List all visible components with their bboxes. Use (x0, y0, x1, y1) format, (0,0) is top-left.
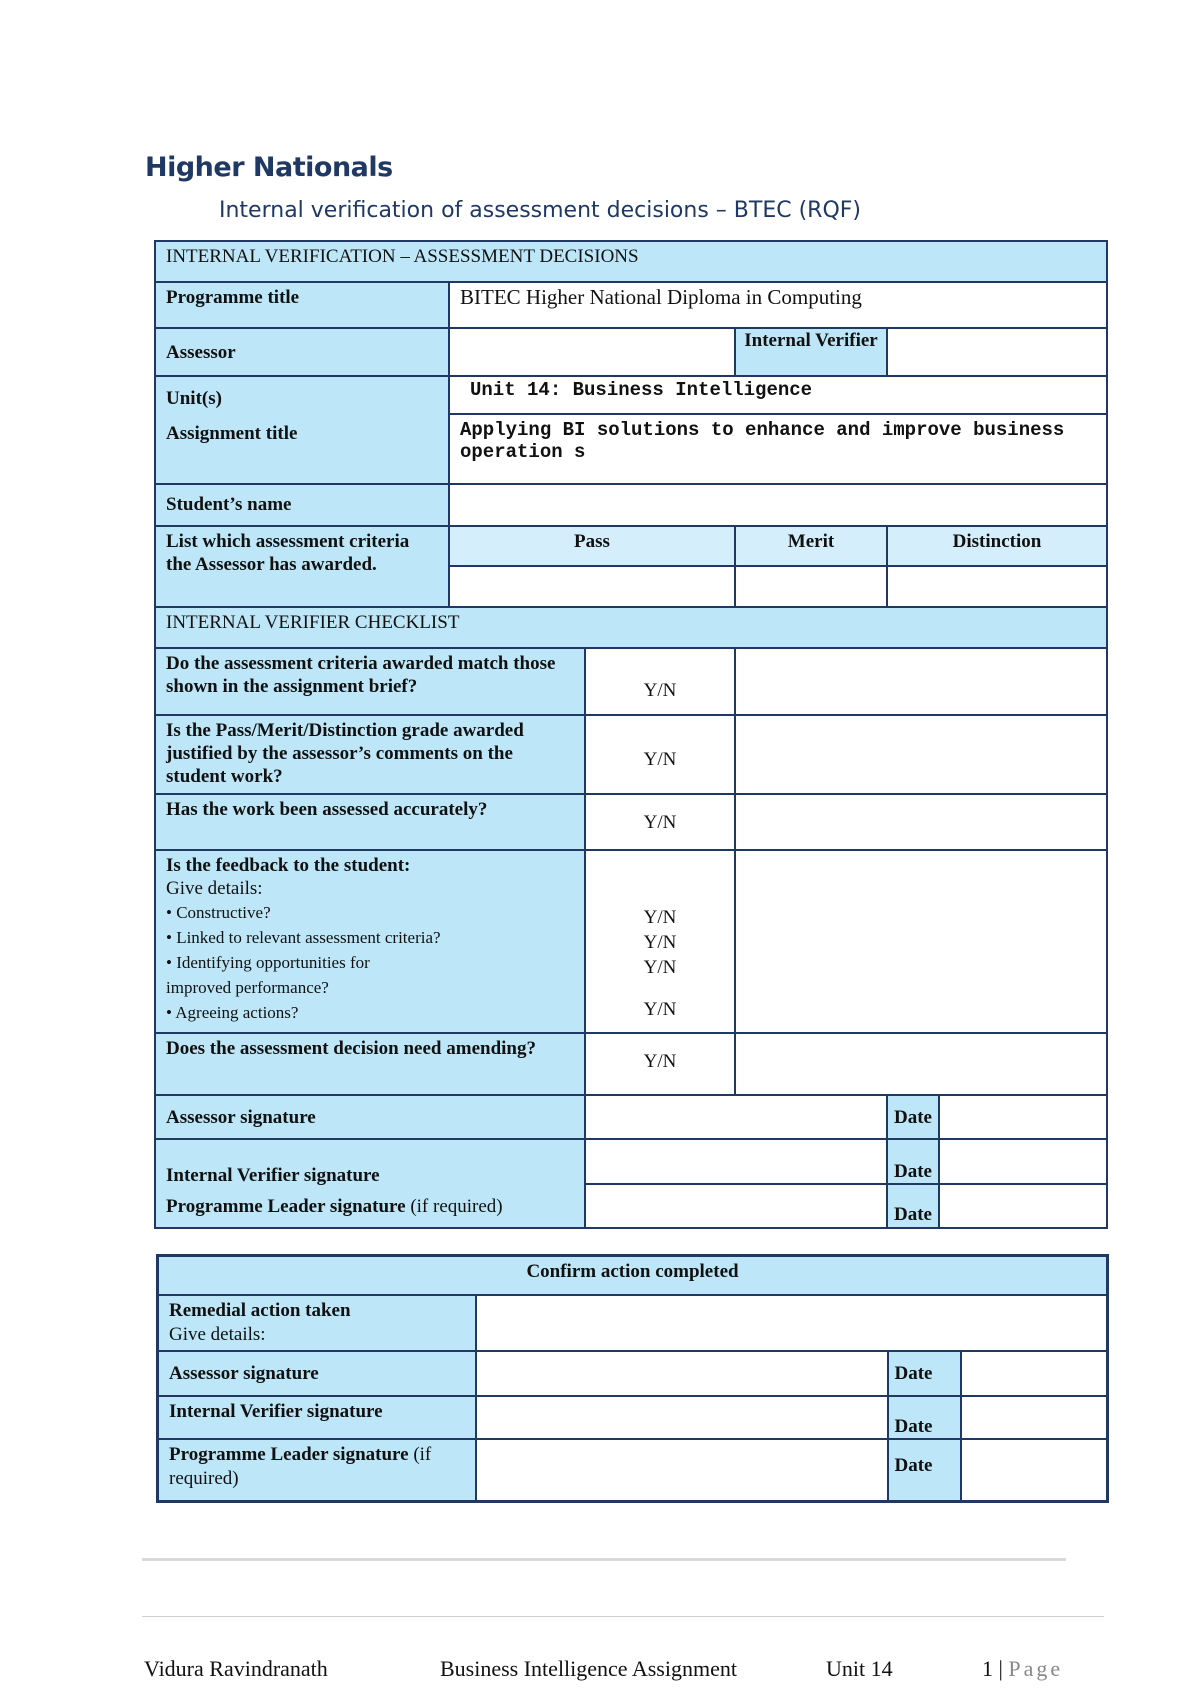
q2-comment[interactable] (735, 715, 1107, 794)
confirm-iv-date-field[interactable] (961, 1396, 1108, 1439)
distinction-header: Distinction (887, 526, 1107, 566)
q4-title: Is the feedback to the student: (166, 855, 411, 876)
assessor-date-field[interactable] (939, 1095, 1107, 1139)
q2-yn[interactable]: Y/N (585, 715, 735, 794)
merit-header: Merit (735, 526, 887, 566)
confirm-pl-date-field[interactable] (961, 1439, 1108, 1502)
q4-yn-3[interactable]: Y/N (643, 957, 677, 978)
q4-yn-1[interactable]: Y/N (643, 907, 677, 928)
programme-value: BITEC Higher National Diploma in Computing (449, 282, 1107, 328)
page-subtitle: Internal verification of assessment decisions – BTEC (RQF) (219, 198, 861, 223)
confirm-pl-field[interactable] (476, 1439, 888, 1502)
pl-date-label: Date (887, 1184, 939, 1228)
footer-page-separator: | (998, 1656, 1003, 1681)
iv-pl-signature-labels (155, 1139, 585, 1228)
pl-if-required: (if required) (410, 1196, 503, 1217)
confirm-assessor-field[interactable] (476, 1351, 888, 1396)
q3-yn[interactable]: Y/N (585, 794, 735, 850)
assessor-signature-label: Assessor signature (155, 1095, 585, 1139)
student-name-field[interactable] (449, 484, 1107, 526)
iv-date-label: Date (887, 1139, 939, 1184)
q3-label: Has the work been assessed accurately? (155, 794, 585, 850)
pl-signature-field[interactable] (585, 1184, 887, 1228)
confirm-action-table (156, 1254, 1109, 1503)
footer-page-label: Page (1008, 1656, 1064, 1681)
section-title-checklist: INTERNAL VERIFIER CHECKLIST (155, 607, 1107, 648)
confirm-iv-field[interactable] (476, 1396, 888, 1439)
unit-assignment-label (155, 376, 449, 484)
q4-yn-4[interactable]: Y/N (643, 999, 677, 1020)
units-label: Unit(s) (166, 388, 222, 409)
criteria-label: List which assessment criteria the Assessor has awarded. (155, 526, 449, 607)
pass-header: Pass (449, 526, 735, 566)
pl-date-field[interactable] (939, 1184, 1107, 1228)
footer-author: Vidura Ravindranath (144, 1656, 328, 1681)
internal-verifier-field[interactable] (887, 328, 1107, 376)
iv-signature-field[interactable] (585, 1139, 887, 1184)
confirm-assessor-date-label: Date (888, 1351, 961, 1396)
q5-label: Does the assessment decision need amending? (155, 1033, 585, 1095)
footer-divider-top (142, 1558, 1066, 1561)
pass-field[interactable] (449, 566, 735, 607)
q1-label: Do the assessment criteria awarded match those shown in the assignment brief? (155, 648, 585, 715)
page-title: Higher Nationals (145, 152, 393, 183)
q2-label: Is the Pass/Merit/Distinction grade awarded justified by the assessor’s comments on the student work? (155, 715, 585, 794)
q4-block (155, 850, 585, 1033)
q5-yn[interactable]: Y/N (585, 1033, 735, 1095)
q4-item-agreeing: • Agreeing actions? (166, 1003, 299, 1022)
confirm-iv-label: Internal Verifier signature (158, 1396, 476, 1439)
iv-signature-label: Internal Verifier signature (166, 1165, 380, 1186)
distinction-field[interactable] (887, 566, 1107, 607)
footer-page (982, 1656, 1063, 1682)
iv-assessment-table (154, 240, 1108, 1229)
confirm-iv-date-label: Date (888, 1396, 961, 1439)
confirm-title: Confirm action completed (158, 1256, 1108, 1295)
unit-value: Unit 14: Business Intelligence (450, 377, 1106, 415)
iv-date-field[interactable] (939, 1139, 1107, 1184)
confirm-assessor-label: Assessor signature (158, 1351, 476, 1396)
footer-unit: Unit 14 (826, 1656, 893, 1681)
internal-verifier-label: Internal Verifier (735, 328, 887, 376)
remedial-give-details: Give details: (169, 1323, 266, 1345)
remedial-label: Remedial action taken (169, 1299, 351, 1321)
assignment-label: Assignment title (166, 423, 298, 444)
assessor-signature-field[interactable] (585, 1095, 887, 1139)
q3-comment[interactable] (735, 794, 1107, 850)
q4-give-details: Give details: (166, 878, 263, 899)
programme-label: Programme title (155, 282, 449, 328)
q1-yn[interactable]: Y/N (585, 648, 735, 715)
q1-comment[interactable] (735, 648, 1107, 715)
q4-comment[interactable] (735, 850, 1107, 1033)
q4-item-opportunities: • Identifying opportunities for improved performance? (166, 953, 370, 997)
footer-doc-title: Business Intelligence Assignment (440, 1656, 737, 1681)
confirm-assessor-date-field[interactable] (961, 1351, 1108, 1396)
remedial-field[interactable] (476, 1295, 1108, 1351)
confirm-pl-block (158, 1439, 476, 1502)
assignment-value: Applying BI solutions to enhance and improve business operation s (460, 419, 1065, 463)
q4-yn-2[interactable]: Y/N (643, 932, 677, 953)
q4-item-constructive: • Constructive? (166, 903, 271, 922)
q4-yn-group (585, 850, 735, 1033)
footer-page-number: 1 (982, 1656, 993, 1681)
remedial-block (158, 1295, 476, 1351)
assessor-field[interactable] (449, 328, 735, 376)
assessor-date-label: Date (887, 1095, 939, 1139)
footer-divider-bottom (142, 1616, 1104, 1617)
assessor-label: Assessor (155, 328, 449, 376)
merit-field[interactable] (735, 566, 887, 607)
unit-assignment-values (449, 376, 1107, 484)
section-title-iv: INTERNAL VERIFICATION – ASSESSMENT DECISIONS (155, 241, 1107, 282)
q4-item-linked: • Linked to relevant assessment criteria? (166, 928, 441, 947)
confirm-pl-label: Programme Leader signature (169, 1443, 409, 1465)
confirm-pl-date-label: Date (888, 1439, 961, 1502)
confirm-pl-if-required: (if required) (169, 1443, 432, 1489)
student-name-label: Student’s name (155, 484, 449, 526)
pl-signature-label: Programme Leader signature (166, 1196, 406, 1217)
q5-comment[interactable] (735, 1033, 1107, 1095)
